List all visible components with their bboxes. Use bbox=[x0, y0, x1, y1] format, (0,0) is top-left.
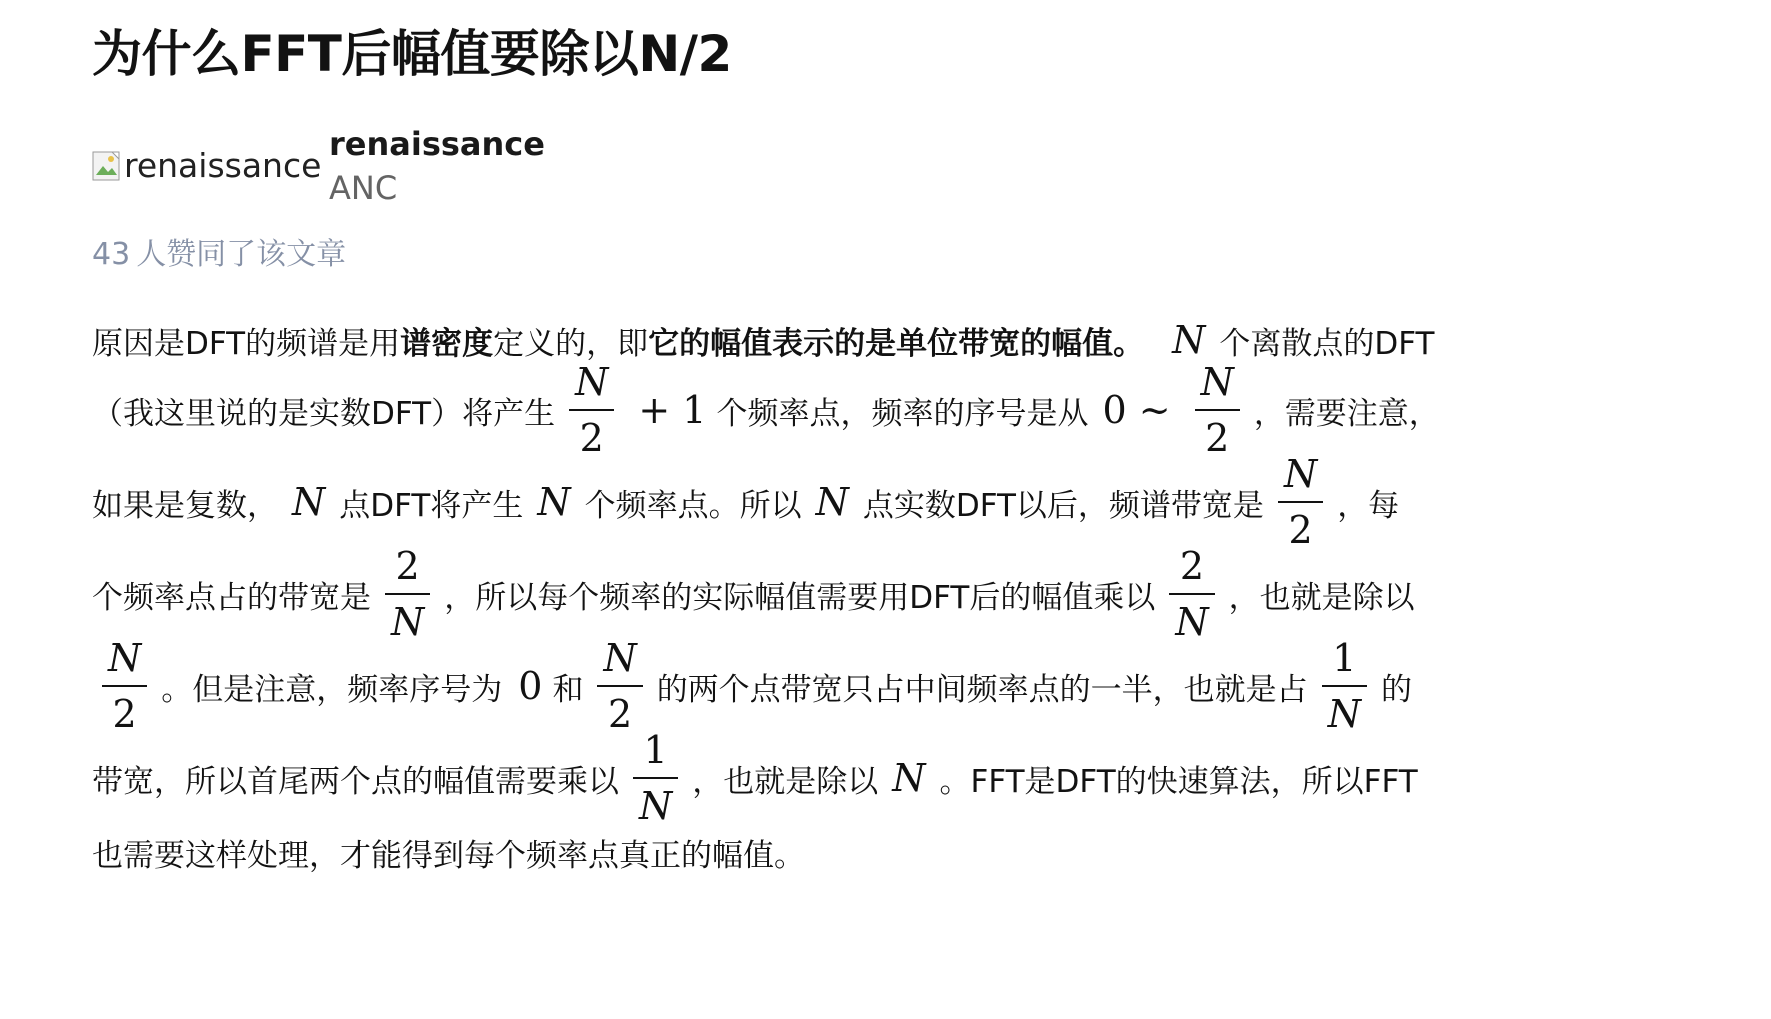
author-info bbox=[329, 122, 545, 210]
fraction-denominator: N bbox=[1327, 692, 1361, 736]
fraction-denominator: 2 bbox=[1205, 416, 1230, 460]
fraction-denominator: N bbox=[391, 600, 425, 644]
text-run: ，也就是除以 bbox=[692, 763, 879, 800]
text-run: （我这里说的是实数DFT）将产生 bbox=[92, 395, 556, 432]
bold-text: 它的幅值表示的是单位带宽的幅值。 bbox=[648, 325, 1145, 362]
math-fraction bbox=[633, 726, 678, 830]
text-run: 个频率点，频率的序号是从 bbox=[716, 395, 1089, 432]
paragraph-line bbox=[92, 546, 1415, 642]
math-fraction bbox=[1278, 450, 1323, 554]
voters-count bbox=[92, 232, 346, 278]
fraction-denominator: 2 bbox=[607, 692, 633, 736]
avatar-alt-text: renaissance bbox=[124, 146, 322, 185]
text-run: ，所以每个频率的实际幅值需要用DFT后的幅值乘以 bbox=[444, 579, 1156, 616]
fraction-bar bbox=[633, 777, 678, 779]
fraction-denominator: N bbox=[639, 784, 673, 828]
fraction-bar bbox=[1322, 685, 1367, 687]
text-run: 和 bbox=[552, 671, 584, 708]
fraction-bar bbox=[597, 685, 642, 687]
math-expression: 0 ∼ bbox=[1102, 388, 1171, 432]
math-symbol: N bbox=[537, 480, 571, 524]
author-name[interactable]: renaissance bbox=[329, 125, 545, 163]
voters-number: 43 bbox=[92, 237, 131, 272]
math-fraction bbox=[385, 542, 430, 646]
text-run: 。FFT是DFT的快速算法，所以FFT bbox=[939, 763, 1418, 800]
text-run: ，每 bbox=[1337, 487, 1400, 524]
paragraph-line bbox=[92, 830, 805, 874]
fraction-numerator: 2 bbox=[395, 544, 420, 588]
math-symbol: N bbox=[1172, 318, 1206, 362]
fraction-numerator: N bbox=[575, 360, 609, 404]
author-headline: ANC bbox=[329, 169, 398, 207]
broken-image-icon bbox=[92, 149, 122, 183]
text-run: 个频率点。所以 bbox=[584, 487, 802, 524]
article-title: 为什么FFT后幅值要除以N/2 bbox=[92, 25, 732, 83]
text-run: 原因是DFT的频谱是用 bbox=[92, 325, 401, 362]
paragraph-line bbox=[92, 318, 1434, 362]
fraction-bar bbox=[1195, 409, 1240, 411]
fraction-denominator: 2 bbox=[112, 692, 137, 736]
fraction-numerator: N bbox=[108, 636, 142, 680]
math-symbol: N bbox=[815, 480, 849, 524]
math-expression: + 1 bbox=[638, 388, 707, 432]
text-run: 。但是注意，频率序号为 bbox=[161, 671, 503, 708]
math-fraction bbox=[569, 358, 614, 462]
fraction-numerator: N bbox=[1283, 452, 1318, 496]
text-run: 带宽，所以首尾两个点的幅值需要乘以 bbox=[92, 763, 619, 800]
text-run: 如果是复数， bbox=[92, 487, 278, 524]
math-fraction bbox=[1195, 358, 1240, 462]
fraction-numerator: N bbox=[1200, 360, 1234, 404]
bold-text: 谱密度 bbox=[400, 325, 494, 362]
fraction-bar bbox=[1278, 501, 1323, 503]
math-symbol: N bbox=[892, 756, 926, 800]
fraction-numerator: 2 bbox=[1179, 544, 1205, 588]
fraction-bar bbox=[1169, 593, 1214, 595]
paragraph-line bbox=[92, 362, 1440, 458]
math-fraction bbox=[1322, 634, 1367, 738]
text-run: 也需要这样处理，才能得到每个频率点真正的幅值。 bbox=[92, 837, 805, 874]
math-symbol: N bbox=[292, 480, 326, 524]
paragraph-line bbox=[92, 454, 1399, 550]
voters-label: 人赞同了该文章 bbox=[136, 237, 347, 272]
text-run: 个频率点占的带宽是 bbox=[92, 579, 371, 616]
fraction-denominator: N bbox=[1175, 600, 1209, 644]
math-fraction bbox=[1169, 542, 1214, 646]
paragraph-line bbox=[92, 730, 1418, 826]
text-run: 的 bbox=[1380, 671, 1412, 708]
text-run: 点DFT将产生 bbox=[339, 487, 524, 524]
fraction-denominator: 2 bbox=[579, 416, 604, 460]
math-fraction bbox=[597, 634, 642, 738]
fraction-bar bbox=[569, 409, 614, 411]
fraction-numerator: 1 bbox=[643, 728, 668, 772]
fraction-denominator: 2 bbox=[1288, 508, 1313, 552]
avatar[interactable] bbox=[92, 146, 321, 186]
text-run: 的两个点带宽只占中间频率点的一半，也就是占 bbox=[656, 671, 1308, 708]
fraction-bar bbox=[102, 685, 147, 687]
text-run: 个离散点的DFT bbox=[1219, 325, 1435, 362]
math-symbol: 0 bbox=[518, 664, 543, 708]
text-run: ，也就是除以 bbox=[1228, 579, 1415, 616]
text-run: ，需要注意， bbox=[1253, 395, 1440, 432]
paragraph-line bbox=[92, 638, 1412, 734]
fraction-bar bbox=[385, 593, 430, 595]
math-fraction bbox=[102, 634, 147, 738]
text-run: 点实数DFT以后，频谱带宽是 bbox=[862, 487, 1264, 524]
fraction-numerator: N bbox=[603, 636, 637, 680]
text-run: 定义的，即 bbox=[493, 325, 649, 362]
fraction-numerator: 1 bbox=[1332, 636, 1357, 680]
